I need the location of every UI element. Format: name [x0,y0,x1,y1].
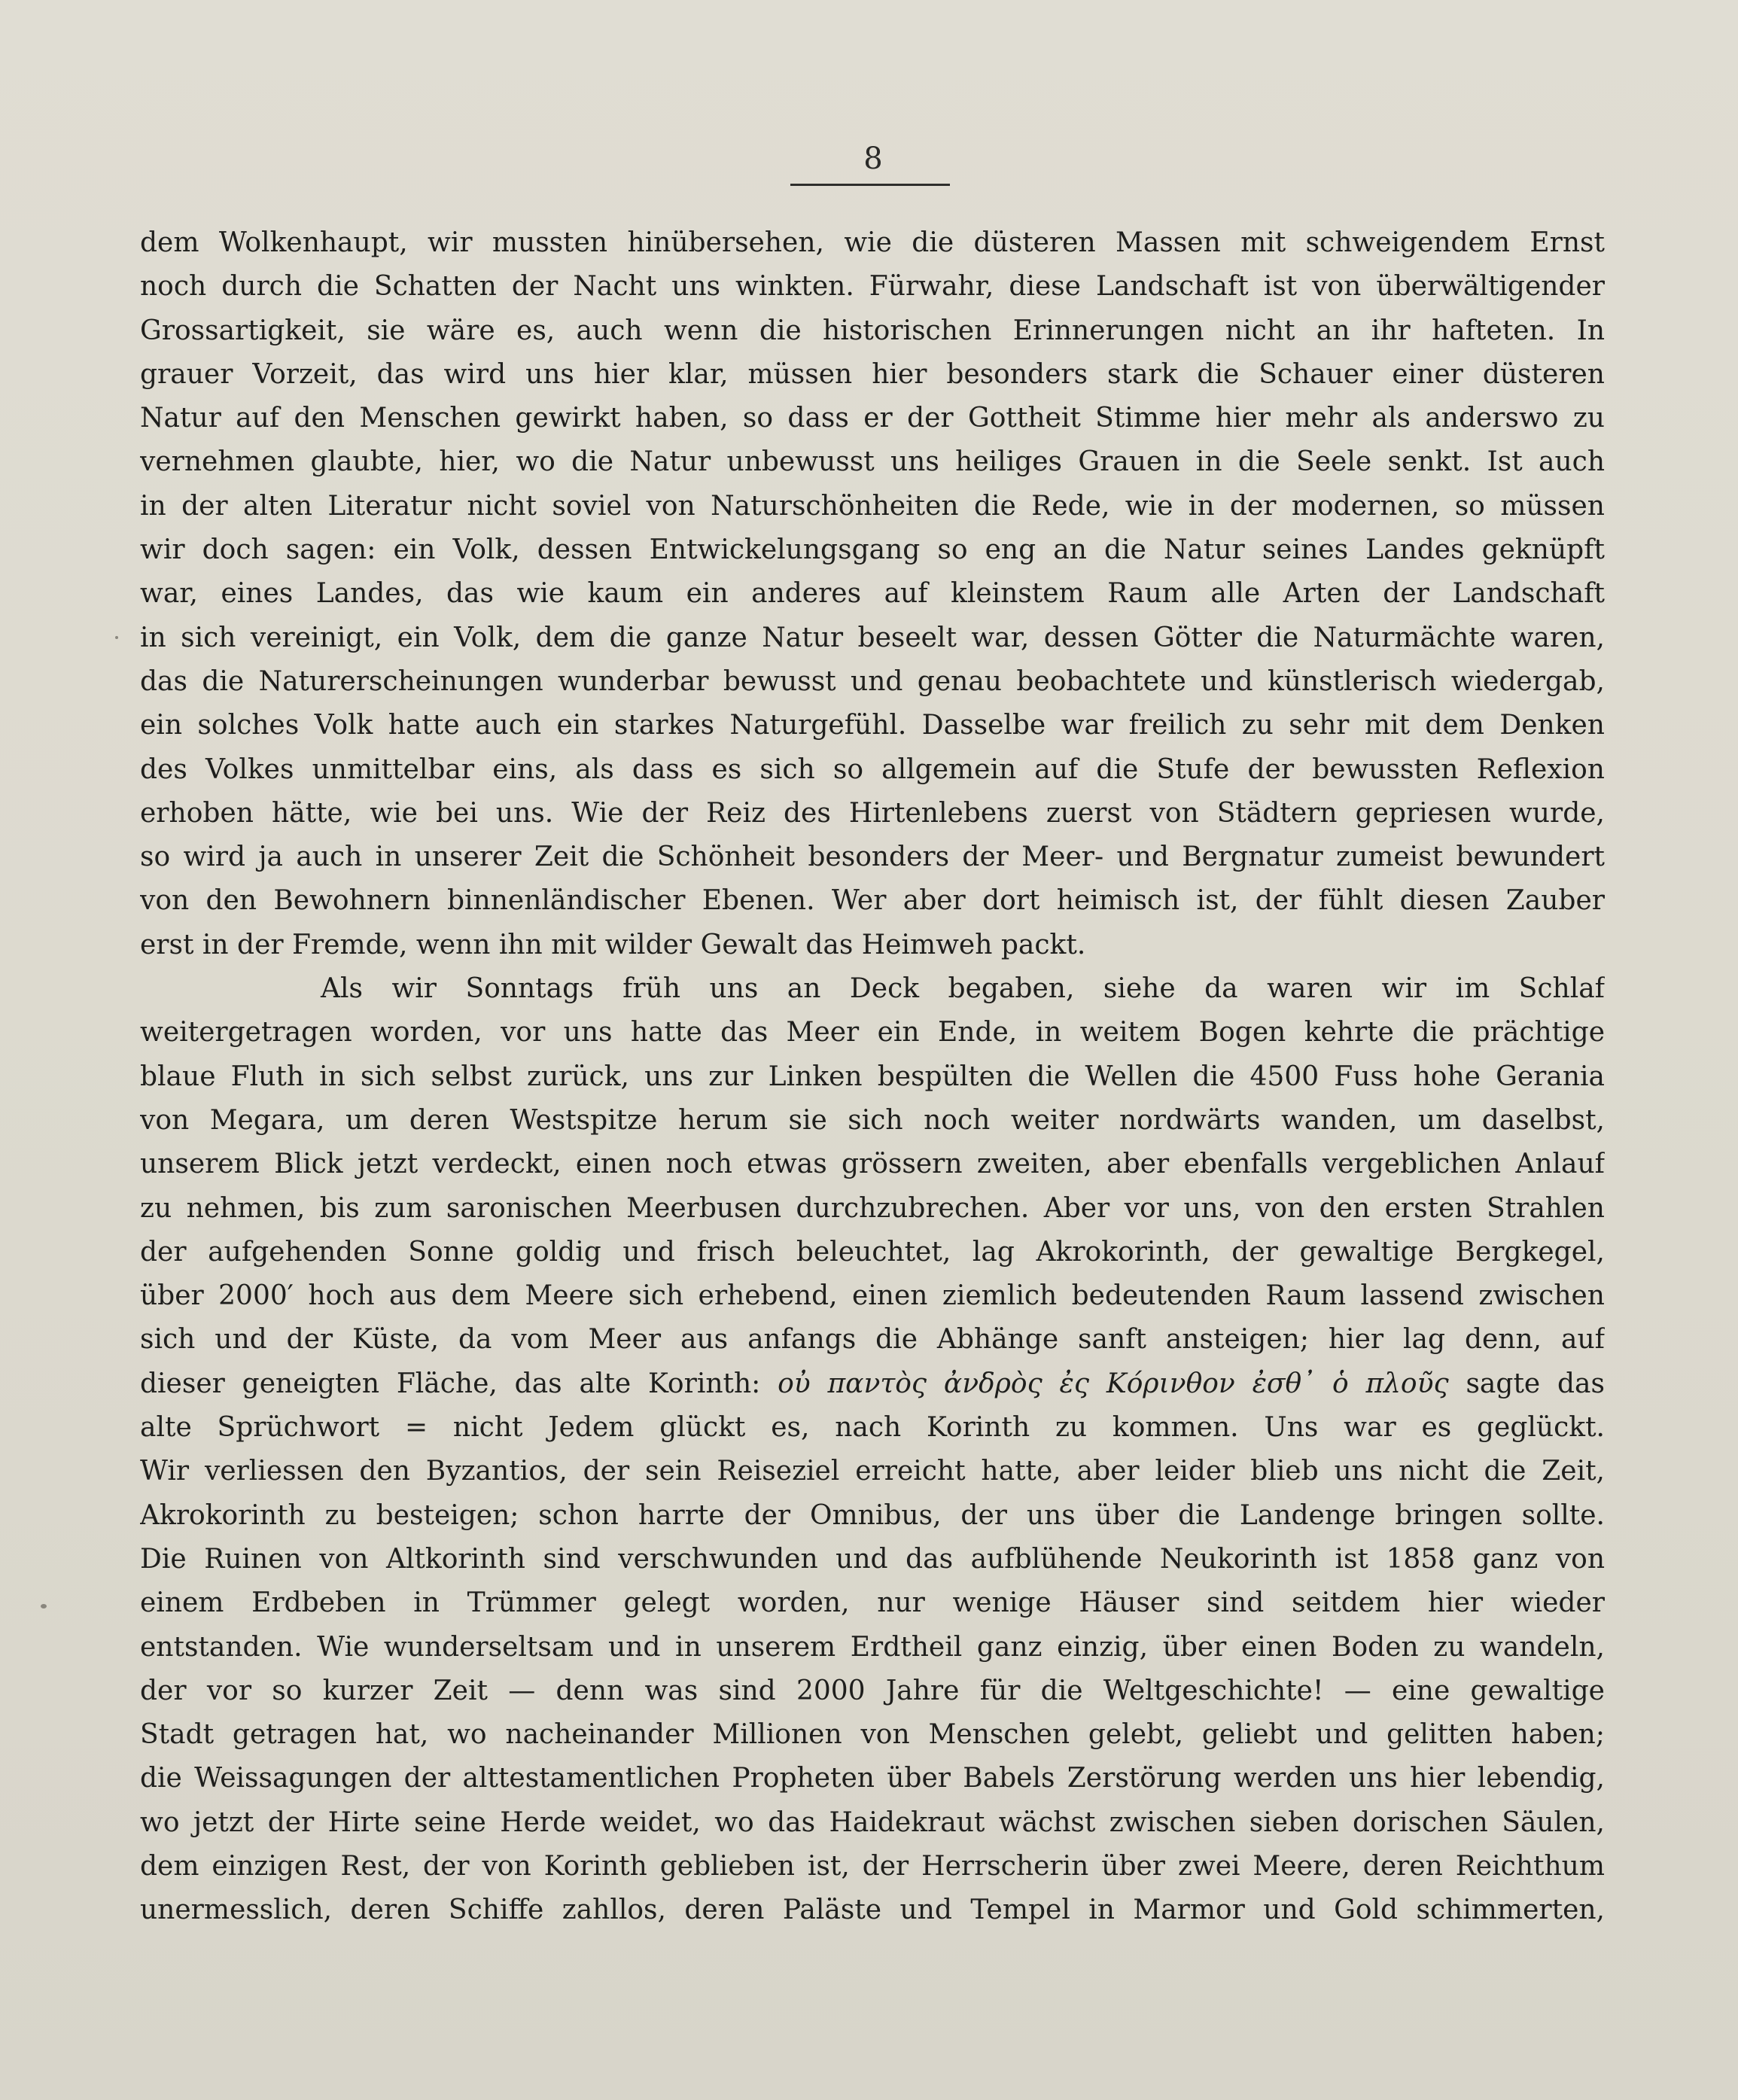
paragraph-2-continued [140,1406,1605,1933]
text-line-greek-quote [140,1362,1605,1406]
text-line: sich und der Küste, da vom Meer aus anfangs die Abhänge sanft ansteigen; hier lag denn, auf [140,1324,1605,1356]
text-line: alte Sprüchwort = nicht Jedem glückt es, nach Korinth zu kommen. Uns war es geglückt. [140,1412,1605,1444]
text-line: Die Ruinen von Altkorinth sind verschwunden und das aufblühende Neukorinth ist 1858 ganz von [140,1543,1605,1575]
greek-line-after: sagte das [1448,1368,1605,1399]
text-line: zu nehmen, bis zum saronischen Meerbusen durchzubrechen. Aber vor uns, von den ersten Strahlen [140,1192,1605,1224]
text-line: Als wir Sonntags früh uns an Deck begaben, siehe da waren wir im Schlaf [321,973,1605,1005]
text-line: Wir verliessen den Byzantios, der sein Reiseziel erreicht hatte, aber leider blieb uns nicht die Zeit, [140,1456,1605,1487]
greek-quotation: οὐ παντὸς ἀνδρὸς ἐς Κόρινθον ἐσθ᾽ ὁ πλοῦς [778,1368,1449,1399]
paper-speck [115,636,118,639]
text-line: blaue Fluth in sich selbst zurück, uns zur Linken bespülten die Wellen die 4500 Fuss hohe Gerania [140,1061,1605,1092]
text-line: dem einzigen Rest, der von Korinth geblieben ist, der Herrscherin über zwei Meere, deren Reichthum [140,1850,1605,1882]
text-line: vernehmen glaubte, hier, wo die Natur unbewusst uns heiliges Grauen in die Seele senkt. Ist auch [140,446,1605,478]
text-line: Akrokorinth zu besteigen; schon harrte der Omnibus, der uns über die Landenge bringen sollte. [140,1499,1605,1531]
text-line: einem Erdbeben in Trümmer gelegt worden, nur wenige Häuser sind seitdem hier wieder [140,1587,1605,1619]
text-line: von Megara, um deren Westspitze herum sie sich noch weiter nordwärts wanden, um daselbst, [140,1104,1605,1136]
text-line: über 2000′ hoch aus dem Meere sich erhebend, einen ziemlich bedeutenden Raum lassend zwischen [140,1280,1605,1312]
text-line: von den Bewohnern binnenländischer Ebenen. Wer aber dort heimisch ist, der fühlt diesen Zauber [140,885,1605,917]
paragraph-2 [140,967,1605,1362]
text-line: weitergetragen worden, vor uns hatte das Meer ein Ende, in weitem Bogen kehrte die prächtige [140,1017,1605,1048]
text-line: in sich vereinigt, ein Volk, dem die ganze Natur beseelt war, dessen Götter die Naturmächte waren, [140,622,1605,653]
text-line: des Volkes unmittelbar eins, als dass es sich so allgemein auf die Stufe der bewussten Reflexion [140,753,1605,785]
text-line: unserem Blick jetzt verdeckt, einen noch etwas grössern zweiten, aber ebenfalls vergeblichen Anlauf [140,1149,1605,1180]
page-number: 8 [863,142,883,176]
text-line: Natur auf den Menschen gewirkt haben, so dass er der Gottheit Stimme hier mehr als anderswo zu [140,403,1605,434]
greek-line-before: dieser geneigten Fläche, das alte Korinth: [140,1368,778,1399]
text-line: der vor so kurzer Zeit — denn was sind 2000 Jahre für die Weltgeschichte! — eine gewaltige [140,1675,1605,1706]
text-line: die Weissagungen der alttestamentlichen Propheten über Babels Zerstörung werden uns hier lebendig, [140,1763,1605,1794]
text-line: war, eines Landes, das wie kaum ein anderes auf kleinstem Raum alle Arten der Landschaft [140,578,1605,610]
text-line: erhoben hätte, wie bei uns. Wie der Reiz des Hirtenlebens zuerst von Städtern gepriesen wurde, [140,797,1605,829]
text-line: Stadt getragen hat, wo nacheinander Millionen von Menschen gelebt, geliebt und gelitten haben; [140,1719,1605,1751]
text-line: ein solches Volk hatte auch ein starkes Naturgefühl. Dasselbe war freilich zu sehr mit dem Denken [140,710,1605,741]
text-line: erst in der Fremde, wenn ihn mit wilder Gewalt das Heimweh packt. [140,929,1086,960]
text-line: wir doch sagen: ein Volk, dessen Entwickelungsgang so eng an die Natur seines Landes geknüpft [140,534,1605,566]
text-line: so wird ja auch in unserer Zeit die Schönheit besonders der Meer- und Bergnatur zumeist bewundert [140,842,1605,873]
paragraph-1 [140,221,1605,967]
text-line: noch durch die Schatten der Nacht uns winkten. Fürwahr, diese Landschaft ist von überwältigender [140,271,1605,303]
text-line: dem Wolkenhaupt, wir mussten hinübersehen, wie die düsteren Massen mit schweigendem Ernst [140,227,1605,258]
text-line: Grossartigkeit, sie wäre es, auch wenn die historischen Erinnerungen nicht an ihr hafteten. In [140,315,1605,346]
paper-speck [41,1604,47,1608]
text-line: entstanden. Wie wunderseltsam und in unserem Erdtheil ganz einzig, über einen Boden zu wandeln, [140,1631,1605,1663]
text-line: unermesslich, deren Schiffe zahllos, deren Paläste und Tempel in Marmor und Gold schimmerten, [140,1895,1605,1926]
text-line: wo jetzt der Hirte seine Herde weidet, wo das Haidekraut wächst zwischen sieben dorischen Säulen, [140,1806,1605,1838]
body-text [140,221,1605,1933]
text-line: in der alten Literatur nicht soviel von Naturschönheiten die Rede, wie in der modernen, so müssen [140,490,1605,522]
text-line: der aufgehenden Sonne goldig und frisch beleuchtet, lag Akrokorinth, der gewaltige Bergkegel, [140,1236,1605,1268]
text-line: grauer Vorzeit, das wird uns hier klar, müssen hier besonders stark die Schauer einer düsteren [140,358,1605,390]
header-rule [790,184,950,186]
text-line: das die Naturerscheinungen wunderbar bewusst und genau beobachtete und künstlerisch wiedergab, [140,665,1605,697]
